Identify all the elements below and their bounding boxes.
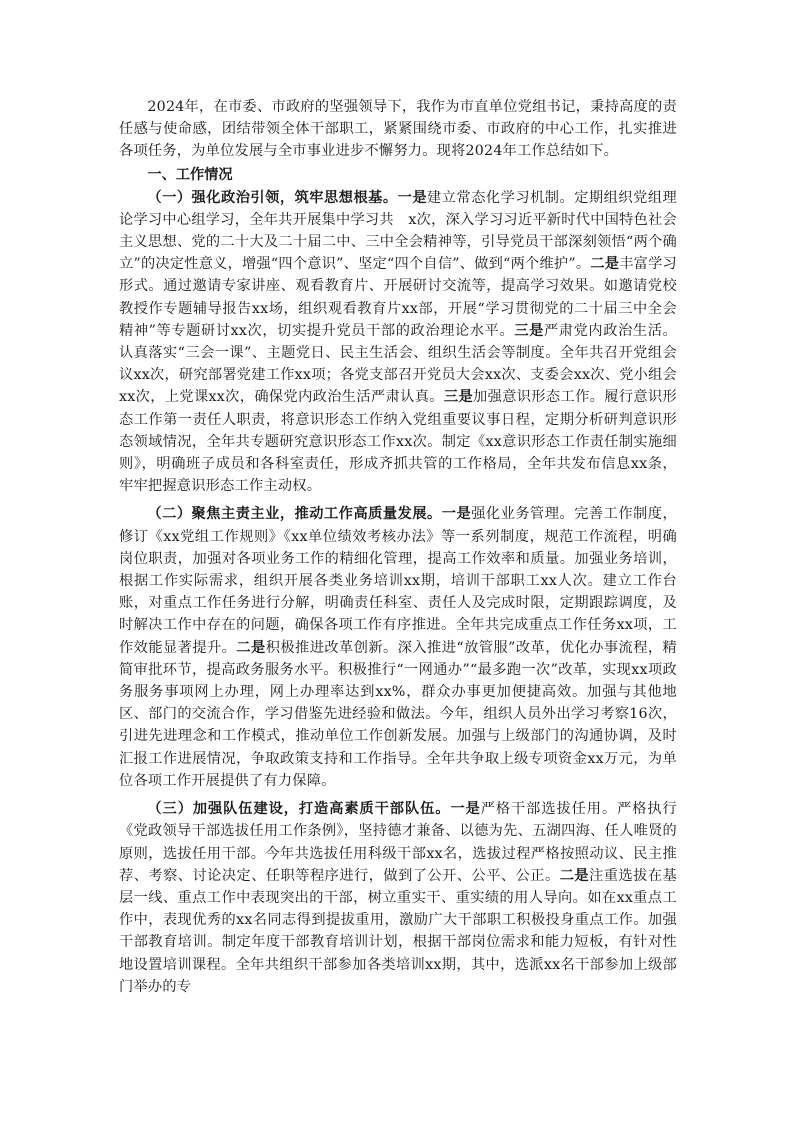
document-body — [119, 96, 677, 998]
section-2-paragraph — [119, 503, 677, 792]
section-3-item-1-lead: 一是 — [450, 801, 481, 818]
section-2-title: （二）聚焦主责主业，推动工作高质量发展。 — [147, 506, 442, 523]
heading-work-situation: 一、工作情况 — [147, 166, 233, 183]
section-1-item-4-lead: 三是 — [443, 389, 474, 406]
section-3-title: （三）加强队伍建设，打造高素质干部队伍。 — [147, 801, 451, 818]
section-2-item-2-text: 积极推进改革创新。深入推进“放管服”改革，优化办事流程，精简审批环节，提高政务服务水平。积极推行“一网通办”“最多跑一次”改革，实现xx项政务服务事项网上办理，网上办理率达到xx%，群众办事更加便捷高效。加强与其他地区、部门的交流合作，学习借鉴先进经验和做法。今年，组织人员外出学习考察16次，引进先进理念和工作模式，推动单位工作创新发展。加强与上级部门的沟通协调，及时汇报工作进展情况，争取政策支持和工作指导。全年共争取上级专项资金xx万元，为单位各项工作开展提供了有力保障。 — [119, 639, 677, 789]
section-1-item-3-lead: 三是 — [514, 322, 544, 339]
section-1-title: （一）强化政治引领，筑牢思想根基。 — [147, 189, 398, 206]
section-2-item-1-lead: 一是 — [441, 506, 472, 523]
section-1-item-1-text: 建立常态化学习机制。定期组织党组理论学习中心组学习，全年共开展集中学习共 x次，深入学习习近平新时代中国特色社会主义思想、党的二十大及二十届二中、三中全会精神等，引导党员干部深刻领悟“两个确立”的决定性意义，增强“四个意识”、坚定“四个自信”、做到“两个维护”。 — [119, 189, 677, 273]
section-1-item-2-lead: 二是 — [590, 256, 620, 273]
section-1-item-2-text: 丰富学习形式。通过邀请专家讲座、观看教育片、开展研讨交流等，提高学习效果。如邀请党校教授作专题辅导报告xx场，组织观看教育片xx部，开展“学习贯彻党的二十届三中全会精神”等专题研讨xx次，切实提升党员干部的政治理论水平。 — [119, 256, 677, 339]
section-1-item-1-lead: 一是 — [397, 189, 428, 206]
section-1-paragraph — [119, 187, 677, 498]
section-3-item-1-text: 严格干部选拔任用。严格执行《党政领导干部选拔任用工作条例》，坚持德才兼备、以德为先、五湖四海、任人唯贤的原则，选拔任用干部。今年共选拔任用科级干部xx名，选拔过程严格按照动议、民主推荐、考察、讨论决定、任职等程序进行，做到了公开、公平、公正。 — [119, 801, 677, 884]
section-3-item-2-lead: 二是 — [559, 867, 590, 884]
section-2-item-2-lead: 二是 — [236, 639, 266, 656]
section-2-item-1-text: 强化业务管理。完善工作制度，修订《xx党组工作规则》《xx单位绩效考核办法》等一系列制度，规范工作流程，明确岗位职责，加强对各项业务工作的精细化管理，提高工作效率和质量。加强业务培训，根据工作实际需求，组织开展各类业务培训xx期，培训干部职工xx人次。建立工作台账，对重点工作任务进行分解，明确责任科室、责任人及完成时限，定期跟踪调度，及时解决工作中存在的问题，确保各项工作有序推进。全年共完成重点工作任务xx项，工作效能显著提升。 — [119, 506, 677, 656]
intro-paragraph: 2024年，在市委、市政府的坚强领导下，我作为市直单位党组书记，秉持高度的责任感与使命感，团结带领全体干部职工，紧紧围绕市委、市政府的中心工作，扎实推进各项任务，为单位发展与全市事业进步不懈努力。现将2024年工作总结如下。 — [119, 99, 677, 160]
section-3-paragraph — [119, 798, 677, 998]
section-1-item-3-text: 严肃党内政治生活。认真落实“三会一课”、主题党日、民主生活会、组织生活会等制度。全年共召开党组会议xx次，研究部署党建工作xx项；各党支部召开党员大会xx次、支委会xx次、党小组会xx次，上党课xx次，确保党内政治生活严肃认真。 — [119, 322, 677, 406]
section-3-item-2-text: 注重选拔在基层一线、重点工作中表现突出的干部，树立重实干、重实绩的用人导向。如在xx重点工作中，表现优秀的xx名同志得到提拔重用，激励广大干部职工积极投身重点工作。加强干部教育培训。制定年度干部教育培训计划，根据干部岗位需求和能力短板，有针对性地设置培训课程。全年共组织干部参加各类培训xx期，其中，选派xx名干部参加上级部门举办的专 — [119, 867, 677, 995]
section-1-item-4-text: 加强意识形态工作。履行意识形态工作第一责任人职责，将意识形态工作纳入党组重要议事日程，定期分析研判意识形态领域情况，全年共专题研究意识形态工作xx次。制定《xx意识形态工作责任制实施细则》，明确班子成员和各科室责任，形成齐抓共管的工作格局，全年共发布信息xx条，牢牢把握意识形态工作主动权。 — [119, 389, 677, 495]
